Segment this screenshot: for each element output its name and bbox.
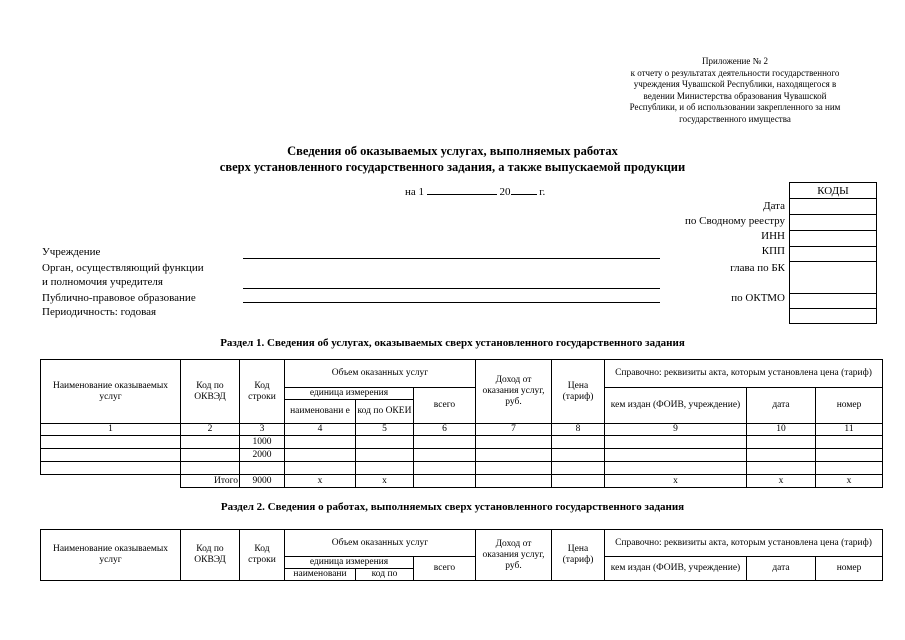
title-line-2: сверх установленного государственного задания, а также выпускаемой продукции <box>219 160 686 174</box>
column-number: 1 <box>41 424 181 436</box>
codes-header: КОДЫ <box>790 183 877 199</box>
column-number: 10 <box>747 424 816 436</box>
cell[interactable] <box>356 462 414 475</box>
cell[interactable] <box>552 475 605 488</box>
cell[interactable] <box>356 436 414 449</box>
header-service-name: Наименование оказываемых услуг <box>41 360 181 424</box>
label-periodicity: Периодичность: годовая <box>42 306 157 318</box>
label-kpp: КПП <box>761 245 785 257</box>
header-volume: Объем оказанных услуг <box>285 530 476 557</box>
header-reference: Справочно: реквизиты акта, которым установлена цена (тариф) <box>605 530 883 557</box>
cell[interactable] <box>285 449 356 462</box>
cell[interactable] <box>605 436 747 449</box>
header-issued-by: кем издан (ФОИВ, учреждение) <box>605 557 747 581</box>
cell[interactable] <box>181 449 240 462</box>
label-registry: по Сводному реестру <box>685 215 785 227</box>
header-price: Цена (тариф) <box>552 530 605 581</box>
header-volume: Объем оказанных услуг <box>285 360 476 388</box>
date-year-field[interactable] <box>511 184 537 195</box>
section-1-table <box>40 359 883 488</box>
column-number: 6 <box>414 424 476 436</box>
total-row <box>41 475 883 488</box>
cell: x <box>605 475 747 488</box>
label-bk: глава по БК <box>730 262 785 274</box>
cell[interactable] <box>181 462 240 475</box>
date-suffix: г. <box>539 186 546 198</box>
cell <box>41 475 181 488</box>
column-number: 11 <box>816 424 883 436</box>
public-entity-input-line[interactable] <box>243 302 660 303</box>
cell[interactable] <box>41 462 181 475</box>
header-unit-name: наименовани <box>285 569 356 581</box>
appendix-line: государственного имущества <box>679 113 791 124</box>
document-title <box>100 143 805 175</box>
cell <box>240 462 285 475</box>
header-service-name: Наименование оказываемых услуг <box>41 530 181 581</box>
cell[interactable] <box>414 449 476 462</box>
appendix-line: ведении Министерства образования Чувашской <box>643 90 827 101</box>
appendix-line: к отчету о результатах деятельности государственного <box>630 67 840 78</box>
cell[interactable] <box>476 475 552 488</box>
section-2-table <box>40 529 883 581</box>
header-okved: Код по ОКВЭД <box>181 360 240 424</box>
date-year-prefix: 20 <box>499 186 511 198</box>
cell[interactable] <box>605 449 747 462</box>
cell[interactable] <box>747 449 816 462</box>
appendix-line: учреждения Чувашской Республики, находящегося в <box>633 79 837 89</box>
appendix-line: Республики, и об использовании закрепленного за ним <box>629 102 841 112</box>
column-number: 3 <box>240 424 285 436</box>
header-row-code: Код строки <box>240 530 285 581</box>
cell[interactable] <box>41 449 181 462</box>
cell[interactable] <box>552 436 605 449</box>
header-row-code: Код строки <box>240 360 285 424</box>
label-organ-line-2: и полномочия учредителя <box>42 276 163 288</box>
codes-table <box>789 182 877 324</box>
label-inn: ИНН <box>761 230 785 242</box>
title-line-1: Сведения об оказываемых услугах, выполняемых работах <box>287 144 618 158</box>
cell: x <box>816 475 883 488</box>
column-number: 8 <box>552 424 605 436</box>
label-date: Дата <box>763 200 785 212</box>
cell[interactable] <box>41 436 181 449</box>
cell: 1000 <box>240 436 285 449</box>
header-income: Доход от оказания услуг, руб. <box>476 360 552 424</box>
label-institution: Учреждение <box>42 246 101 258</box>
cell[interactable] <box>476 449 552 462</box>
institution-input-line[interactable] <box>243 258 660 259</box>
cell[interactable] <box>285 436 356 449</box>
cell[interactable] <box>552 462 605 475</box>
cell: x <box>356 475 414 488</box>
cell[interactable] <box>414 462 476 475</box>
code-kpp-cell[interactable] <box>790 247 877 262</box>
appendix-line: Приложение № 2 <box>702 56 768 66</box>
cell: x <box>747 475 816 488</box>
cell[interactable] <box>552 449 605 462</box>
cell[interactable] <box>476 462 552 475</box>
header-number: номер <box>816 388 883 424</box>
table-row <box>41 462 883 475</box>
table-row <box>41 436 883 449</box>
appendix-note <box>600 56 870 125</box>
label-organ-line-1: Орган, осуществляющий функции <box>42 262 204 274</box>
column-number: 5 <box>356 424 414 436</box>
header-okei: код по ОКЕИ <box>356 400 414 424</box>
label-public-entity: Публично-правовое образование <box>42 292 196 304</box>
organ-input-line[interactable] <box>243 288 660 289</box>
section-2-title: Раздел 2. Сведения о работах, выполняемых сверх установленного государственного задания <box>220 501 685 513</box>
header-unit: единица измерения <box>285 557 414 569</box>
column-number: 2 <box>181 424 240 436</box>
cell[interactable] <box>476 436 552 449</box>
cell[interactable] <box>605 462 747 475</box>
column-number: 7 <box>476 424 552 436</box>
code-oktmo-cell[interactable] <box>790 294 877 309</box>
header-total: всего <box>414 388 476 424</box>
cell[interactable] <box>747 436 816 449</box>
cell[interactable] <box>414 475 476 488</box>
cell[interactable] <box>816 436 883 449</box>
cell[interactable] <box>816 449 883 462</box>
code-inn-cell[interactable] <box>790 231 877 247</box>
cell[interactable] <box>356 449 414 462</box>
header-okved: Код по ОКВЭД <box>181 530 240 581</box>
column-number: 9 <box>605 424 747 436</box>
report-date-line <box>405 184 545 198</box>
total-row-code: 9000 <box>240 475 285 488</box>
code-bk-cell[interactable] <box>790 262 877 294</box>
code-registry-cell[interactable] <box>790 215 877 231</box>
section-1-title: Раздел 1. Сведения об услугах, оказываемых сверх установленного государственного задания <box>220 337 685 349</box>
header-unit: единица измерения <box>285 388 414 400</box>
label-oktmo: по ОКТМО <box>731 292 785 304</box>
cell[interactable] <box>747 462 816 475</box>
column-number: 4 <box>285 424 356 436</box>
date-prefix: на 1 <box>405 186 425 198</box>
header-date: дата <box>747 388 816 424</box>
header-okei: код по <box>356 569 414 581</box>
header-price: Цена (тариф) <box>552 360 605 424</box>
date-day-month-field[interactable] <box>427 184 497 195</box>
header-reference: Справочно: реквизиты акта, которым установлена цена (тариф) <box>605 360 883 388</box>
header-unit-name: наименовани е <box>285 400 356 424</box>
code-period-cell[interactable] <box>790 309 877 324</box>
cell[interactable] <box>816 462 883 475</box>
cell[interactable] <box>181 436 240 449</box>
total-label: Итого <box>181 475 240 488</box>
header-number: номер <box>816 557 883 581</box>
cell[interactable] <box>414 436 476 449</box>
code-date-cell[interactable] <box>790 199 877 215</box>
cell: x <box>285 475 356 488</box>
header-issued-by: кем издан (ФОИВ, учреждение) <box>605 388 747 424</box>
header-income: Доход от оказания услуг, руб. <box>476 530 552 581</box>
column-number-row <box>41 424 883 436</box>
header-date: дата <box>747 557 816 581</box>
cell[interactable] <box>285 462 356 475</box>
header-total: всего <box>414 557 476 581</box>
table-row <box>41 449 883 462</box>
cell: 2000 <box>240 449 285 462</box>
